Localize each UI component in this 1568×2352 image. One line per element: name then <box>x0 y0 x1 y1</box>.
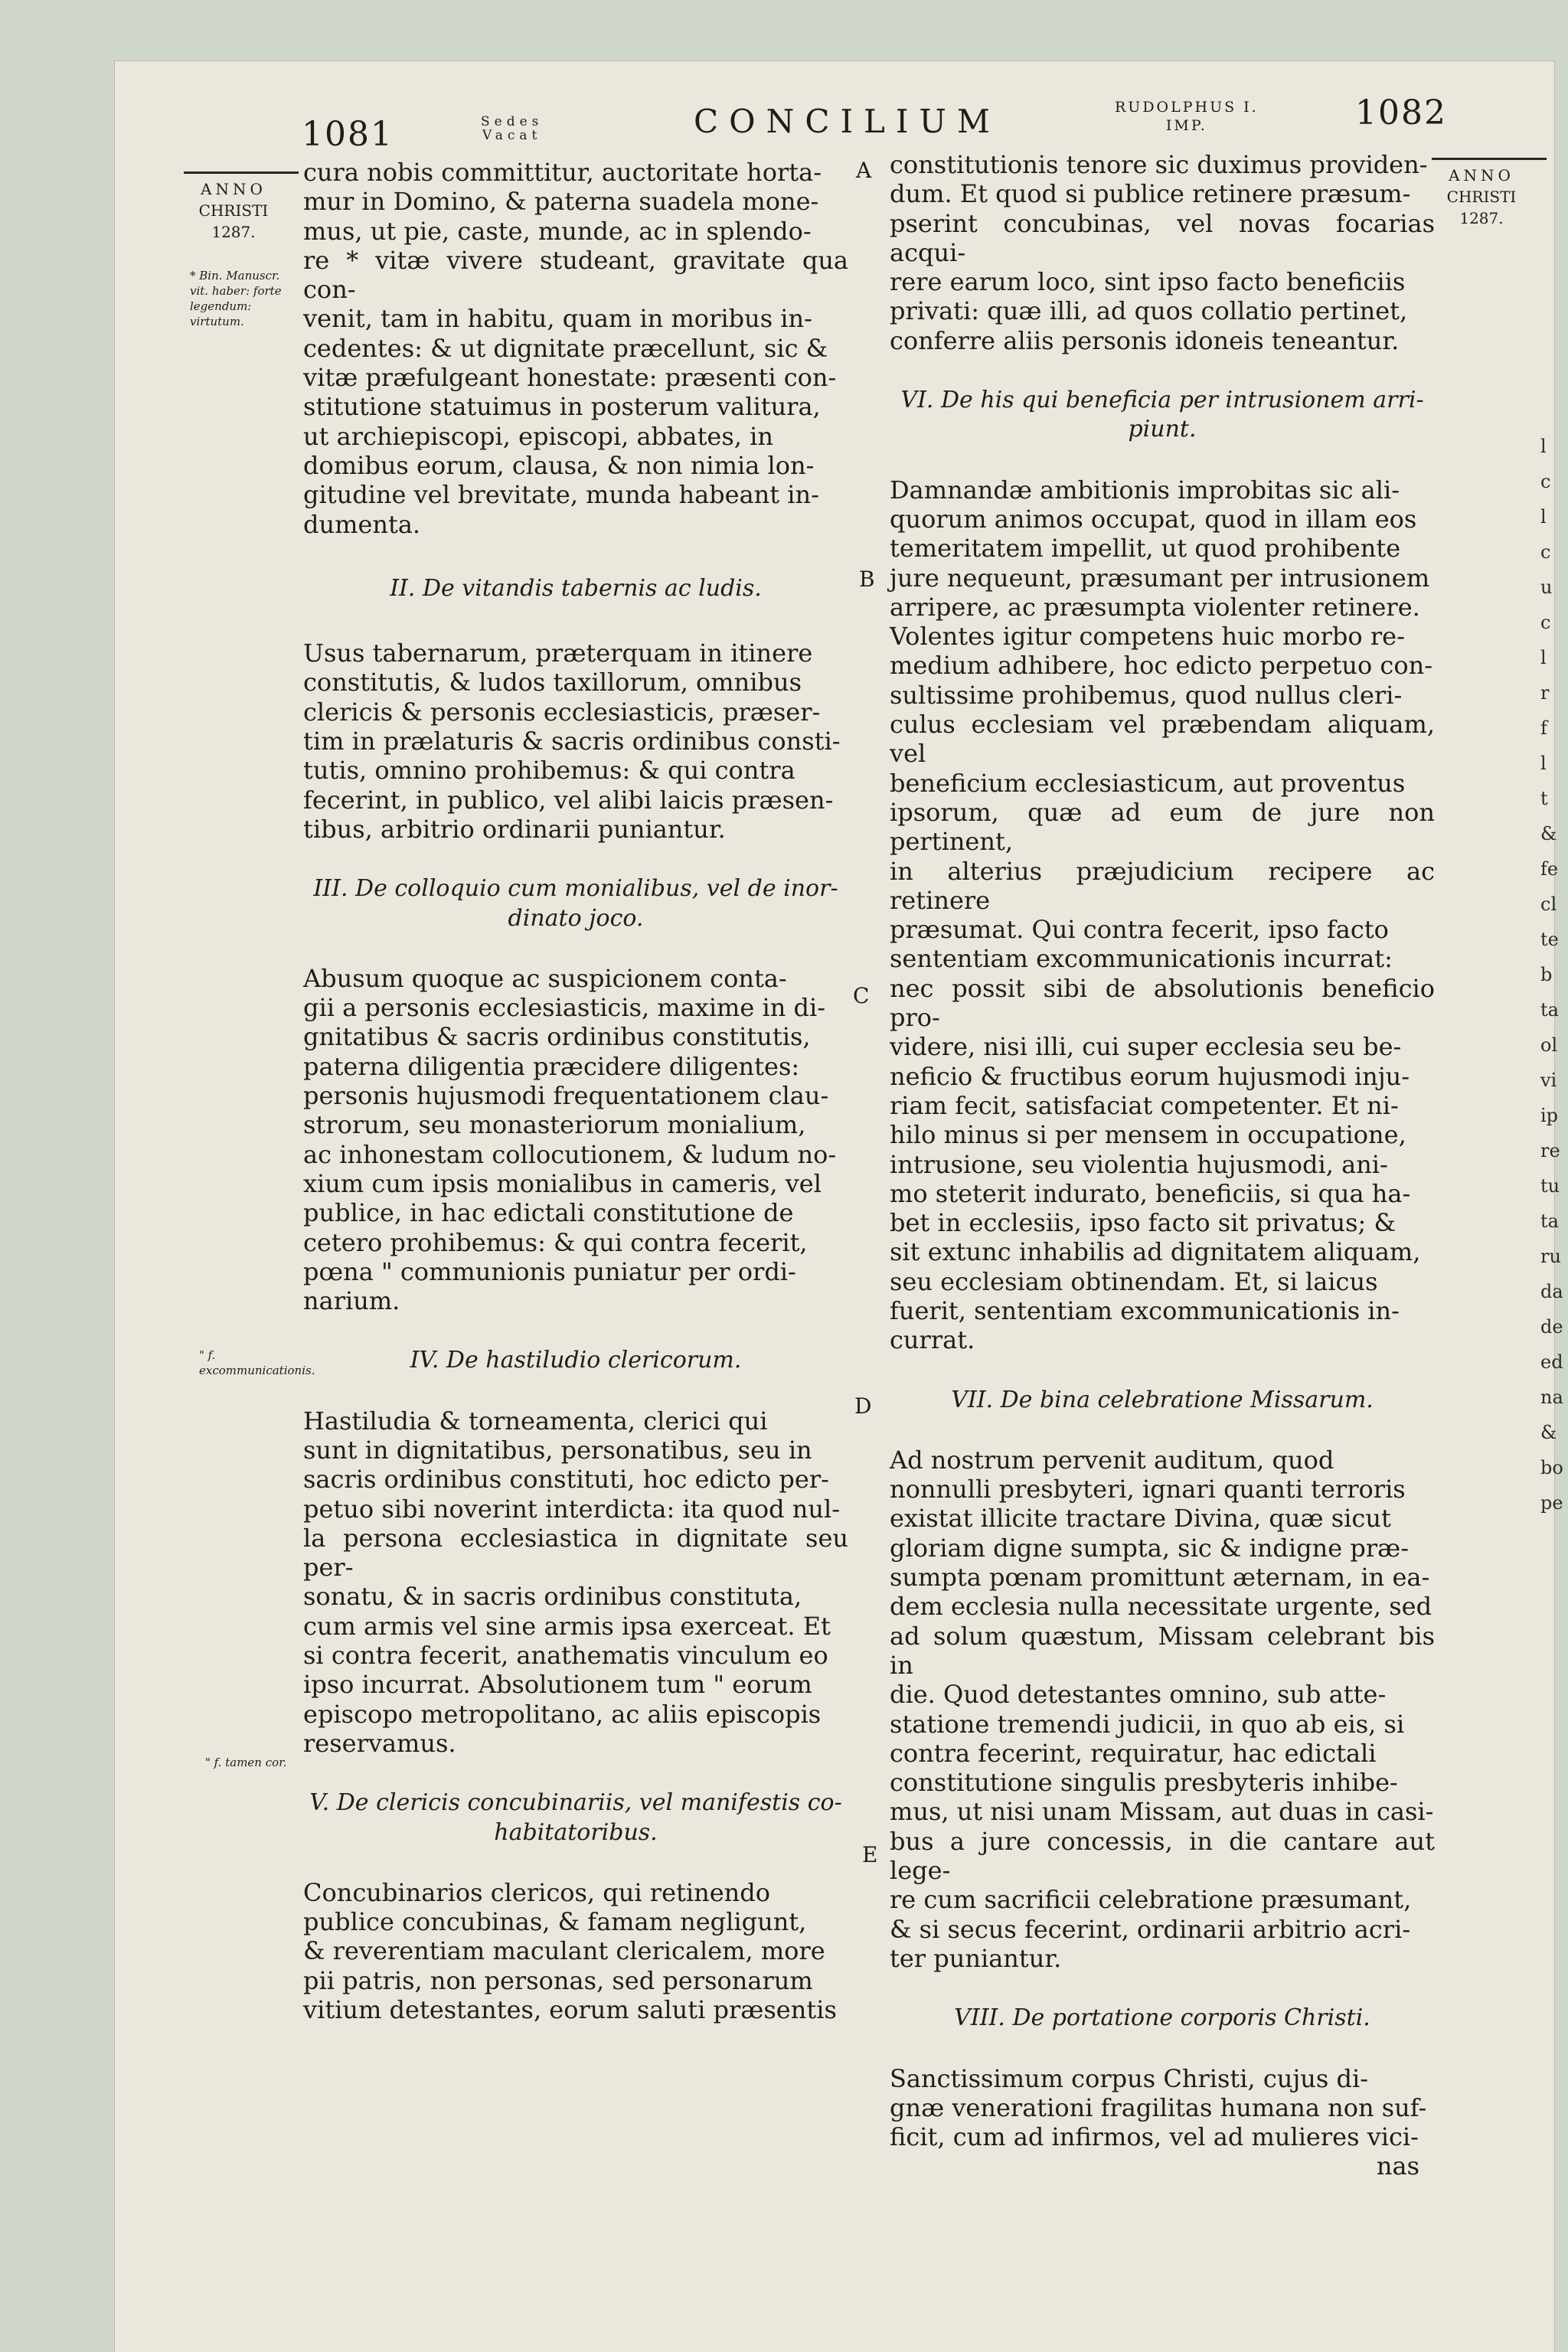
edge-fragment: na <box>1540 1387 1563 1408</box>
margin-rule <box>184 172 299 174</box>
heading-section-3: III. De colloquio cum monialibus, vel de inor- dinato joco. <box>313 875 838 932</box>
margin-year-left <box>184 172 283 243</box>
paragraph-section-8: Sanctissimum corpus Christi, cujus di- gnæ venerationi fragilitas humana non suf- ficit, cum ad infirmos, vel ad mulieres vici- <box>890 2063 1427 2152</box>
edge-fragment: l <box>1540 753 1547 774</box>
edge-fragment: c <box>1540 541 1551 563</box>
page-number-right: 1082 <box>1355 93 1447 132</box>
edge-fragment: t <box>1540 788 1548 809</box>
section-letter-a: A <box>856 158 872 183</box>
catchword: nas <box>1376 2151 1419 2181</box>
paragraph-section-2: Usus tabernarum, præterquam in itinere constitutis, & ludos taxillorum, omnibus clericis & personis ecclesiasticis, præser- tim in prælaturis & sacris ordinibus consti- tutis, omnino prohibemus: & qui contra fecerint, in publico, vel alibi laicis præsen- tibus, arbitrio ordinarii puniantur. <box>303 639 841 844</box>
heading-section-2: II. De vitandis tabernis ac ludis. <box>390 574 762 602</box>
margin-year-right <box>1432 158 1531 229</box>
paragraph-section-5: Concubinarios clericos, qui retinendo publice concubinas, & famam negligunt, & reverentiam maculant clericalem, more pii patris, non personas, sed personarum vitium detestantes, eorum saluti præsentis <box>303 1877 837 2025</box>
edge-fragment: r <box>1540 682 1550 704</box>
paragraph-section-3: Abusum quoque ac suspicionem conta- gii a personis ecclesiasticis, maxime in di- gnitatibus & sacris ordinibus constitutis, paterna diligentia præcidere diligentes: personis hujusmodi frequentationem clau- strorum, seu monasteriorum monialium, ac inhonestam collocutionem, & ludum no- xium cum ipsis monialibus in cameris, vel publice, in hac edictali constitutione de cetero prohibemus: & qui contra fecerit, pœna " communionis puniatur per ordi- narium. <box>303 963 837 1316</box>
vacat-line: Vacat <box>482 128 542 143</box>
margin-note-excommunicationis: " f. excommunicationis. <box>199 1348 315 1377</box>
paragraph-intro-continued: cura nobis committitur, auctoritate horta- mur in Domino, & paterna suadela mone- mus, ut pie, caste, munde, ac in splendo- re * vitæ vivere studeant, gravitate qua con- venit, tam in habitu, quam in moribus in- cedentes: & ut dignitate præcellunt, sic & vitæ præfulgeant honestate: præsenti con- stitutione statuimus in posterum valitura, ut archiepiscopi, episcopi, abbates, in domibus eorum, clausa, & non nimia lon- gitudine vel brevitate, munda habeant in- dumenta. <box>303 158 848 539</box>
anno-label-right: ANNO <box>1449 166 1514 185</box>
left-text-column <box>303 158 848 2024</box>
right-text-column <box>890 150 1435 2181</box>
imp-line: IMP. <box>1165 117 1207 134</box>
edge-fragment: de <box>1540 1316 1563 1338</box>
edge-fragment: ta <box>1540 1210 1559 1232</box>
heading-section-6: VI. De his qui beneficia per intrusionem arri- piunt. <box>900 387 1424 443</box>
margin-note-binius: * Bin. Manuscr. vit. haber: forte legendum: virtutum. <box>190 269 282 328</box>
paragraph-section-6: Damnandæ ambitionis improbitas sic ali- quorum animos occupat, quod in illam eos temeritatem impellit, ut quod prohibente jure nequeunt, præsumant per intrusionem arripere, ac præsumpta violenter retinere. Volentes igitur competens huic morbo re- medium adhibere, hoc edicto perpetuo con- sultissime prohibemus, quod nullus cleri- culus ecclesiam vel præbendam aliquam, vel beneficium ecclesiasticum, aut proventus ipsorum, quæ ad eum de jure non pertinent, in alterius præjudicium recipere ac retinere præsumat. Qui contra fecerit, ipso facto sententiam excommunicationis incurrat: nec possit sibi de absolutionis beneficio pro- videre, nisi illi, cui super ecclesia seu be- neficio & fructibus eorum hujusmodi inju- riam fecit, satisfaciat competenter. Et ni- hilo minus si per mensem in occupatione, intrusione, seu violentia hujusmodi, ani- mo steterit indurato, beneficiis, si qua ha- bet in ecclesiis, ipso facto sit privatus; & sit extunc inhabilis ad dignitatem aliquam, seu ecclesiam obtinendam. Et, si laicus fuerit, sententiam excommunicationis in- currat. <box>890 475 1435 1355</box>
edge-fragment: ol <box>1540 1034 1558 1056</box>
margin-note-tamen: " f. tamen cor. <box>205 1756 287 1769</box>
running-title: CONCILIUM <box>694 103 1001 140</box>
edge-fragment: & <box>1540 823 1557 844</box>
section-letter-b: B <box>859 567 875 592</box>
edge-fragment: cl <box>1540 893 1557 915</box>
sedes-line: Sedes <box>481 114 544 129</box>
paragraph-section-7: Ad nostrum pervenit auditum, quod nonnulli presbyteri, ignari quanti terroris existat illicite tractare Divina, quæ sicut gloriam digne sumpta, sic & indigne præ- sumpta pœnam promittunt æternam, in ea- dem ecclesia nulla necessitate urgente, sed ad solum quæstum, Missam celebrant bis in die. Quod detestantes omnino, sub atte- statione tremendi judicii, in quo ab eis, si contra fecerint, requiratur, hac edictali constitutione singulis presbyteris inhibe- mus, ut nisi unam Missam, aut duas in casi- bus a jure concessis, in die cantare aut lege- re cum sacrificii celebratione præsumant, & si secus fecerint, ordinarii arbitrio acri- ter puniantur. <box>890 1445 1435 1973</box>
heading-section-7: VII. De bina celebratione Missarum. <box>951 1386 1374 1413</box>
edge-fragment: vi <box>1540 1070 1557 1091</box>
edge-fragment: & <box>1540 1422 1557 1443</box>
edge-fragment: bo <box>1540 1457 1563 1478</box>
edge-fragment: c <box>1540 612 1551 633</box>
edge-fragment: re <box>1540 1140 1560 1161</box>
running-head-rudolphus <box>1115 98 1259 135</box>
christi-label: CHRISTI <box>198 201 269 220</box>
margin-rule-right <box>1432 158 1547 160</box>
paragraph-section-5-continued: constitutionis tenore sic duximus providen- dum. Et quod si publice retinere præsum- pserint concubinas, vel novas focarias acqui- rere earum loco, sint ipso facto beneficiis privati: quæ illi, ad quos collatio pertinet, conferre aliis personis idoneis teneantur. <box>890 150 1435 355</box>
edge-fragment: pe <box>1540 1492 1563 1514</box>
edge-fragment: f <box>1540 717 1547 739</box>
section-letter-c: C <box>853 983 870 1008</box>
page-number-left: 1081 <box>302 115 394 154</box>
edge-fragment: c <box>1540 471 1551 492</box>
edge-fragment: l <box>1540 647 1547 668</box>
edge-fragment: fe <box>1540 858 1559 880</box>
christi-label-right: CHRISTI <box>1446 188 1517 206</box>
section-letter-d: D <box>854 1393 872 1419</box>
edge-fragment: tu <box>1540 1175 1560 1197</box>
heading-section-5: V. De clericis concubinariis, vel manifestis co- habitatoribus. <box>309 1789 842 1846</box>
adjacent-page-edge-text <box>1540 429 1566 1521</box>
anno-label: ANNO <box>201 180 266 198</box>
edge-fragment: l <box>1540 436 1547 457</box>
rudolphus-line: RUDOLPHUS I. <box>1115 99 1259 116</box>
section-letter-e: E <box>862 1842 878 1867</box>
edge-fragment: da <box>1540 1281 1563 1302</box>
heading-section-8: VIII. De portatione corporis Christi. <box>954 2004 1370 2032</box>
year-label-right: 1287. <box>1459 209 1504 227</box>
edge-fragment: l <box>1540 506 1547 528</box>
edge-fragment: ta <box>1540 999 1559 1021</box>
heading-section-4: IV. De hastiludio clericorum. <box>410 1347 742 1374</box>
edge-fragment: ip <box>1540 1105 1559 1126</box>
paragraph-section-4: Hastiludia & torneamenta, clerici qui sunt in dignitatibus, personatibus, seu in sacris ordinibus constituti, hoc edicto per- petuo sibi noverint interdicta: ita quod nul- la persona ecclesiastica in dignitate seu per- sonatu, & in sacris ordinibus constituta, cum armis vel sine armis ipsa exerceat. Et si contra fecerit, anathematis vinculum eo ipso incurrat. Absolutionem tum " eorum episcopo metropolitano, ac aliis episcopis reservamus. <box>303 1406 848 1758</box>
edge-fragment: ru <box>1540 1246 1561 1267</box>
year-label: 1287. <box>211 223 256 241</box>
edge-fragment: te <box>1540 929 1559 950</box>
edge-fragment: b <box>1540 964 1553 985</box>
edge-fragment: u <box>1540 577 1553 598</box>
edge-fragment: ed <box>1540 1351 1563 1373</box>
running-head-sedes-vacat <box>481 115 543 142</box>
